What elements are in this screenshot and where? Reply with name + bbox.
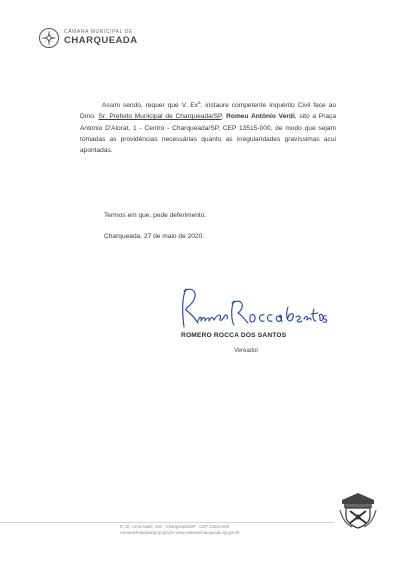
signer-role: Vereador [234,348,259,354]
signer-name: ROMERO ROCCA DOS SANTOS [181,332,287,339]
paragraph-segment: Sr. Prefeito Municipal de Charqueada/SP [98,113,222,121]
paragraph-segment: Assim sendo, requer que V. Ex [102,102,198,110]
handwritten-signature [176,283,330,333]
city-coat-of-arms-icon [338,490,378,530]
paragraph-segment: a [197,100,201,105]
request-paragraph [80,97,336,156]
footer-contact [120,524,330,536]
closing-line: Termos em que, pede deferimento. [104,212,207,219]
paragraph-segment: Romeu Antônio Verdi [226,113,295,121]
paragraph-segment: , sito a Praça Antonio D'Alorat, 1 - Centro - Charqueada/SP, CEP 13515-000, de modo que sejam tomadas as providências necessárias quanto as irregularidades gravíssimas acui apontadas. [80,113,337,154]
letterhead [38,27,138,49]
municipal-crest-icon [38,27,60,49]
footer-web: camaracharqueada.sp.gov.br www.camaracharqueada.sp.gov.br [120,530,240,535]
place-date-line: Charqueada, 27 de maio de 2020. [104,233,205,240]
footer-address: R. Dr. Lima Avaré, 101 - Charqueada/SP - CEP 13515-000 [120,524,229,529]
paragraph-segment: , [221,113,227,121]
footer-divider [0,522,334,523]
letterhead-city-name: CHARQUEADA [64,35,138,47]
paragraph-segment: . instaure competente Inquérito Civil face ao Dmo. [80,102,336,121]
request-body [80,97,336,156]
letterhead-org-label: CÂMARA MUNICIPAL DE [64,29,133,36]
